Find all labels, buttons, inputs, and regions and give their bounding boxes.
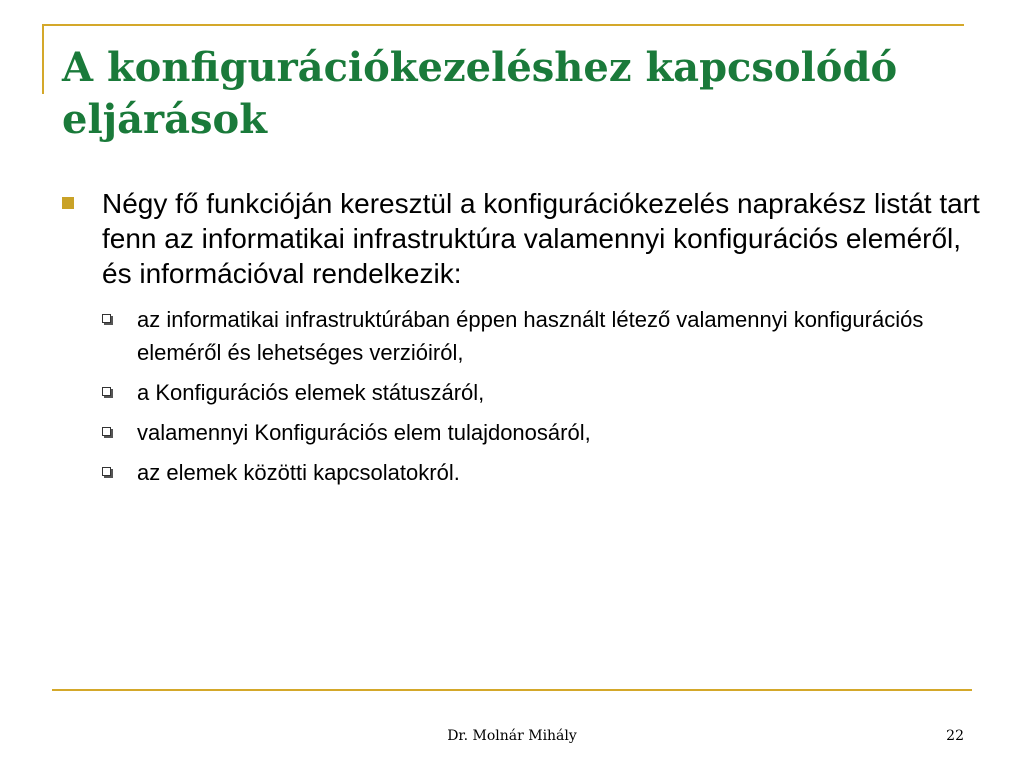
title-accent-vertical-rule xyxy=(42,24,44,94)
sub-bullet-text: valamennyi Konfigurációs elem tulajdonosáról, xyxy=(137,420,591,445)
hollow-square-bullet-icon xyxy=(102,387,111,396)
page-number: 22 xyxy=(946,728,964,744)
slide-title: A konfigurációkezeléshez kapcsolódó eljárások xyxy=(62,44,898,143)
footer-author: Dr. Molnár Mihály xyxy=(447,728,577,744)
hollow-square-bullet-icon xyxy=(102,314,111,323)
main-bullet-text: Négy fő funkcióján keresztül a konfigurációkezelés naprakész listát tart fenn az informatikai infrastruktúra valamennyi konfigurációs eleméről, és információval rendelkezik: xyxy=(102,188,980,289)
sub-bullet-item xyxy=(62,416,982,449)
title-accent-horizontal-rule xyxy=(42,24,964,26)
sub-bullet-item xyxy=(62,376,982,409)
hollow-square-bullet-icon xyxy=(102,427,111,436)
hollow-square-bullet-icon xyxy=(102,467,111,476)
filled-square-bullet-icon xyxy=(62,197,74,209)
main-bullet-item xyxy=(62,186,982,291)
sub-bullet-item xyxy=(62,303,982,369)
sub-bullet-text: a Konfigurációs elemek státuszáról, xyxy=(137,380,485,405)
sub-bullet-text: az informatikai infrastruktúrában éppen használt létező valamennyi konfigurációs eleméről és lehetséges verzióiról, xyxy=(137,307,924,365)
sub-bullet-item xyxy=(62,456,982,489)
footer-rule xyxy=(52,689,972,691)
sub-bullet-text: az elemek közötti kapcsolatokról. xyxy=(137,460,460,485)
slide-body xyxy=(62,186,982,496)
